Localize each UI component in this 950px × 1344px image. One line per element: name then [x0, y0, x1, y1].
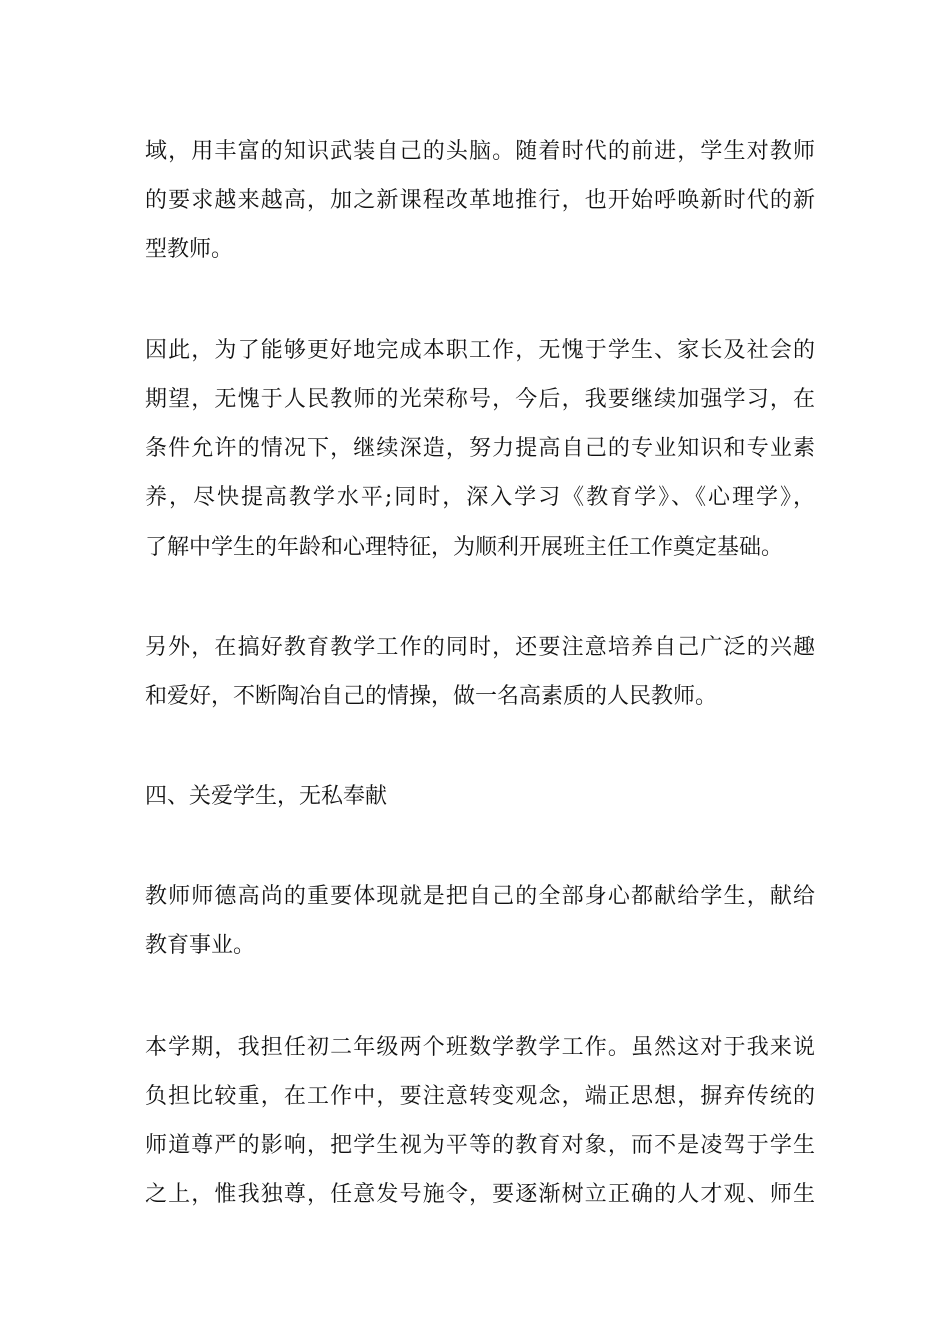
paragraph-3-line-1: 另外，在搞好教育教学工作的同时，还要注意培养自己广泛的兴趣: [145, 635, 815, 660]
paragraph-6-line-2: 负担比较重，在工作中，要注意转变观念，端正思想，摒弃传统的: [145, 1084, 815, 1109]
paragraph-1-line-2: 的要求越来越高，加之新课程改革地推行，也开始呼唤新时代的新: [145, 188, 815, 213]
paragraph-6-line-3: 师道尊严的影响，把学生视为平等的教育对象，而不是凌驾于学生: [145, 1133, 815, 1158]
paragraph-2-line-4: 养，尽快提高教学水平;同时，深入学习《教育学》、《心理学》，: [145, 485, 815, 510]
paragraph-5-line-1: 教师师德高尚的重要体现就是把自己的全部身心都献给学生，献给: [145, 884, 815, 909]
paragraph-2-line-3: 条件允许的情况下，继续深造，努力提高自己的专业知识和专业素: [145, 436, 815, 461]
paragraph-2-line-1: 因此，为了能够更好地完成本职工作，无愧于学生、家长及社会的: [145, 338, 815, 363]
paragraph-5-line-2: 教育事业。: [145, 933, 256, 958]
paragraph-3-line-2: 和爱好，不断陶冶自己的情操，做一名高素质的人民教师。: [145, 684, 718, 709]
paragraph-6-line-4: 之上，惟我独尊，任意发号施令，要逐渐树立正确的人才观、师生: [145, 1182, 815, 1207]
paragraph-2-line-2: 期望，无愧于人民教师的光荣称号，今后，我要继续加强学习，在: [145, 387, 815, 412]
paragraph-1-line-3: 型教师。: [145, 237, 234, 262]
paragraph-1-line-1: 域，用丰富的知识武装自己的头脑。随着时代的前进，学生对教师: [145, 139, 815, 164]
paragraph-2-line-5: 了解中学生的年龄和心理特征，为顺利开展班主任工作奠定基础。: [145, 535, 784, 560]
paragraph-6-line-1: 本学期，我担任初二年级两个班数学教学工作。虽然这对于我来说: [145, 1035, 815, 1060]
section-heading: 四、关爱学生，无私奉献: [145, 784, 388, 809]
